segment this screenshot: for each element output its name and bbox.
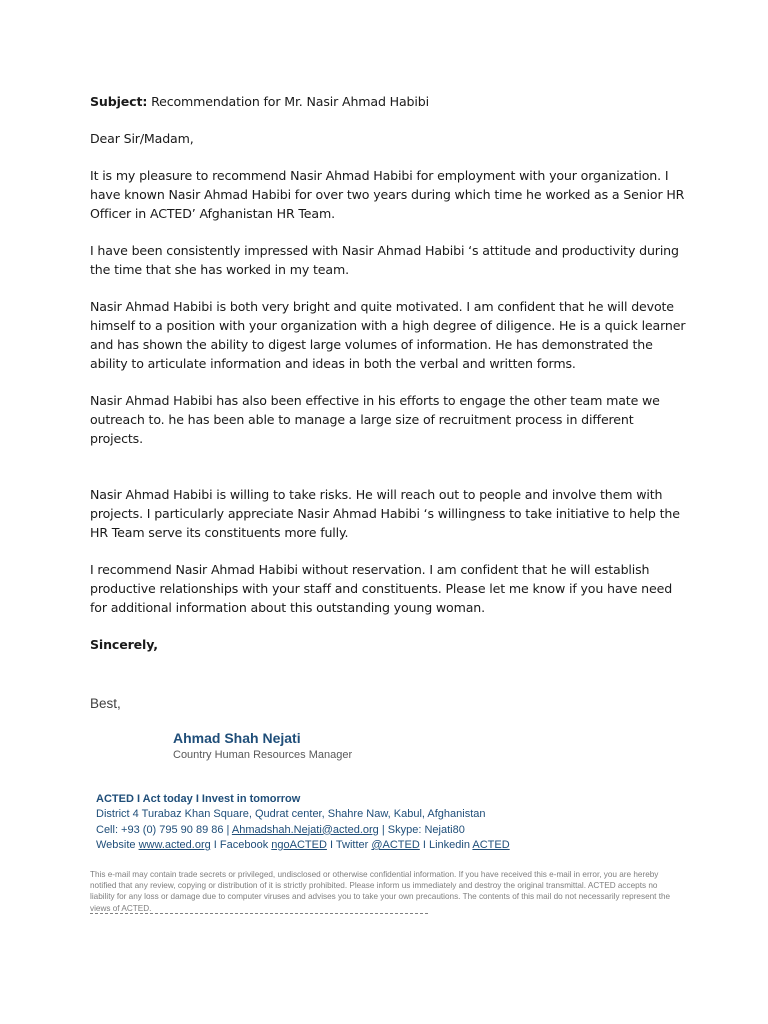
signature-block xyxy=(90,696,710,761)
website-label: Website xyxy=(96,838,139,851)
org-cell-line xyxy=(96,823,716,838)
org-links-line xyxy=(96,838,716,853)
linkedin-label: I Linkedin xyxy=(419,838,473,851)
paragraph-impression: I have been consistently impressed with Nasir Ahmad Habibi ‘s attitude and productivity during the time that she has worked in my team. xyxy=(90,243,679,277)
paragraph-recommendation: I recommend Nasir Ahmad Habibi without reservation. I am confident that he will establish productive relationships with your staff and constituents. Please let me know if you have need for additional information about this outstanding young woman. xyxy=(90,562,673,615)
closing: Sincerely, xyxy=(90,637,158,652)
skype-id: | Skype: Nejati80 xyxy=(378,823,465,836)
org-tagline: ACTED I Act today I Invest in tomorrow xyxy=(96,793,301,805)
linkedin-link[interactable]: ACTED xyxy=(472,838,510,851)
org-contact-block xyxy=(96,792,716,853)
paragraph-intro: It is my pleasure to recommend Nasir Ahmad Habibi for employment with your organization. I have known Nasir Ahmad Habibi for over two years during which time he worked as a Senior HR Officer in ACTED’ Afghanistan HR Team. xyxy=(90,168,685,221)
email-disclaimer: This e-mail may contain trade secrets or privileged, undisclosed or otherwise confidential information. If you have received this e-mail in error, you are hereby notified that any review, copying or distribution of it is strictly prohibited. Please inform us immediately and destroy the original transmittal. ACTED accepts no liability for any loss or damage due to computer viruses and advises you to take your own precautions. The contents of this mail do not necessarily represent the views of ACTED. xyxy=(90,870,671,913)
subject-line xyxy=(90,92,690,111)
signer-title: Country Human Resources Manager xyxy=(173,749,353,761)
twitter-label: I Twitter xyxy=(326,838,372,851)
signer-name: Ahmad Shah Nejati xyxy=(173,730,301,746)
paragraph-initiative: Nasir Ahmad Habibi is willing to take risks. He will reach out to people and involve them with projects. I particularly appreciate Nasir Ahmad Habibi ‘s willingness to take initiative to help the HR Team serve its constituents more fully. xyxy=(90,487,680,540)
cell-number: Cell: +93 (0) 795 90 89 86 | xyxy=(96,823,232,836)
subject-label: Subject: xyxy=(90,94,148,109)
facebook-link[interactable]: ngoACTED xyxy=(271,838,327,851)
best-regards: Best, xyxy=(90,696,121,711)
facebook-label: I Facebook xyxy=(210,838,272,851)
subject-text: Recommendation for Mr. Nasir Ahmad Habibi xyxy=(147,94,429,109)
org-address: District 4 Turabaz Khan Square, Qudrat center, Shahre Naw, Kabul, Afghanistan xyxy=(96,808,486,821)
letter-body xyxy=(90,92,690,654)
paragraph-qualities: Nasir Ahmad Habibi is both very bright and quite motivated. I am confident that he will devote himself to a position with your organization with a high degree of diligence. He is a quick learner and has shown the ability to digest large volumes of information. He has demonstrated the ability to articulate information and ideas in both the verbal and written forms. xyxy=(90,299,686,371)
website-link[interactable]: www.acted.org xyxy=(138,838,211,851)
salutation: Dear Sir/Madam, xyxy=(90,131,194,146)
paragraph-effectiveness: Nasir Ahmad Habibi has also been effective in his efforts to engage the other team mate we outreach to. he has been able to manage a large size of recruitment process in different projects. xyxy=(90,393,660,446)
twitter-link[interactable]: @ACTED xyxy=(371,838,420,851)
dashed-divider xyxy=(90,913,428,914)
email-link[interactable]: Ahmadshah.Nejati@acted.org xyxy=(231,823,379,836)
